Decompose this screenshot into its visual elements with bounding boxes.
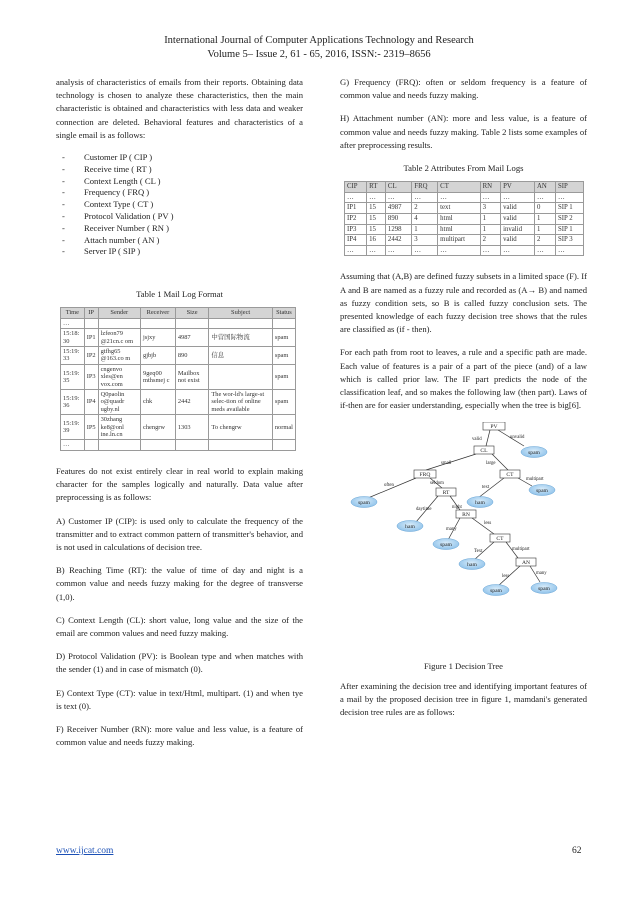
t1-cell: spam	[272, 390, 295, 415]
t2-cell: 2442	[385, 235, 411, 246]
t1-cell: …	[61, 440, 85, 450]
t1-cell	[98, 440, 140, 450]
t1-cell: chengrw	[141, 415, 176, 440]
svg-text:spam: spam	[538, 586, 550, 593]
svg-text:night: night	[452, 505, 462, 511]
tree-edge-labels	[384, 435, 547, 579]
svg-text:FRQ: FRQ	[419, 472, 431, 479]
t1-cell	[209, 364, 272, 389]
tree-node-rt	[436, 488, 456, 496]
t2-cell: valid	[501, 235, 535, 246]
t1-header-cell: Size	[175, 308, 209, 318]
svg-text:spam: spam	[528, 450, 540, 457]
t2-table-row	[345, 224, 584, 235]
t1-cell: Q0paolin o@quadr ugby.nl	[98, 390, 140, 415]
t2-header-cell: SIP	[556, 182, 584, 193]
t1-cell: 信息	[209, 347, 272, 365]
t2-cell: 16	[367, 235, 386, 246]
feature-item: - Receive time ( RT )	[56, 164, 303, 176]
t2-cell: 0	[534, 203, 555, 214]
t1-cell	[272, 318, 295, 328]
t2-cell: IP4	[345, 235, 367, 246]
t1-table-row	[61, 318, 296, 328]
t2-cell: 1	[480, 224, 501, 235]
t2-cell: …	[385, 245, 411, 256]
figure1-caption: Figure 1 Decision Tree	[423, 661, 503, 672]
svg-text:ham: ham	[475, 500, 485, 507]
t2-cell: SIP 3	[556, 235, 584, 246]
paragraph-features: Features do not exist entirely clear in real world to explain making character for the samples logically and naturally. Data value after preprocessing is as follows:	[56, 465, 303, 503]
t1-cell	[84, 440, 98, 450]
paragraph-rules: After examining the decision tree and identifying important features of a mail by the proposed decision tree in figure 1, mamdani's generated decision tree rules are as follows:	[340, 680, 587, 718]
t2-cell: 3	[412, 235, 438, 246]
t2-cell: 1	[480, 214, 501, 225]
t2-cell: 15	[367, 224, 386, 235]
t1-cell: gjbjb	[141, 347, 176, 365]
paragraph-fuzzy: Assuming that (A,B) are defined fuzzy subsets in a limited space (F). If A and B are named as a fuzzy rule and recorded as (A→ B) and named as fuzzy condition sets, so B is called fuzzy conclusion sets. The presented knowledge of each fuzzy decision tree shows that the rules are classified as (if - then).	[340, 271, 587, 335]
t2-cell: IP3	[345, 224, 367, 235]
t1-cell: The wor-ld's large-st selec-tion of online meds available	[209, 390, 272, 415]
t1-header-cell: Sender	[98, 308, 140, 318]
paragraph-ct: E) Context Type (CT): value in text/Html, multipart. (1) and when tye is text (0).	[56, 687, 303, 711]
t2-header-cell: CL	[385, 182, 411, 193]
svg-text:multipart: multipart	[512, 547, 530, 553]
t2-cell: …	[385, 192, 411, 203]
t1-header-cell: Time	[61, 308, 85, 318]
t2-cell: …	[480, 192, 501, 203]
t1-cell: cngenvo xles@en vox.com	[98, 364, 140, 389]
tree-node-ct	[500, 470, 520, 478]
svg-text:PV: PV	[490, 424, 498, 431]
t1-cell: 2442	[175, 390, 209, 415]
t2-table-row	[345, 245, 584, 256]
t2-cell: SIP 1	[556, 224, 584, 235]
t2-cell: …	[412, 192, 438, 203]
svg-text:CT: CT	[506, 472, 514, 479]
svg-text:large: large	[486, 461, 496, 467]
t1-cell: Mailbox not exist	[175, 364, 209, 389]
t2-cell: 3	[480, 203, 501, 214]
paragraph-frq: G) Frequency (FRQ): often or seldom frequency is a feature of common value and needs fuzzy making.	[340, 77, 587, 101]
t2-cell: invalid	[501, 224, 535, 235]
tree-leaf-spam	[433, 539, 459, 550]
t2-cell: …	[367, 245, 386, 256]
journal-link[interactable]: www.ijcat.com	[56, 846, 114, 856]
t1-table-row	[61, 415, 296, 440]
t1-cell	[209, 318, 272, 328]
t1-table-row	[61, 390, 296, 415]
tree-node-an	[516, 558, 536, 566]
feature-item: - Context Length ( CL )	[56, 176, 303, 188]
tree-node-ct	[490, 534, 510, 542]
t2-cell: 15	[367, 203, 386, 214]
t1-table-row	[61, 440, 296, 450]
t2-cell: 15	[367, 214, 386, 225]
svg-text:CT: CT	[496, 536, 504, 543]
t1-cell: 4987	[175, 329, 209, 347]
tree-leaf-spam	[521, 447, 547, 458]
feature-item: - Attach number ( AN )	[56, 235, 303, 247]
feature-item: - Server IP ( SIP )	[56, 246, 303, 258]
t2-cell: valid	[501, 214, 535, 225]
paragraph-an: H) Attachment number (AN): more and less value, is a feature of common value and needs fuzzy making. Table 2 lists some examples of after preprocessing results.	[340, 113, 587, 150]
feature-item: - Protocol Validation ( PV )	[56, 211, 303, 223]
svg-text:spam: spam	[358, 500, 370, 507]
t2-cell: 890	[385, 214, 411, 225]
t2-cell: …	[480, 245, 501, 256]
tree-leaf-spam	[351, 497, 377, 508]
t1-cell	[141, 440, 176, 450]
t1-cell	[84, 318, 98, 328]
t2-header-cell: CIP	[345, 182, 367, 193]
t2-table-row	[345, 192, 584, 203]
svg-text:spam: spam	[440, 542, 452, 549]
svg-text:Text: Text	[474, 549, 483, 555]
t2-cell: multipart	[438, 235, 480, 246]
t1-header-cell: Receiver	[141, 308, 176, 318]
feature-list	[56, 152, 303, 258]
attributes-table	[344, 181, 584, 256]
t2-cell: …	[438, 192, 480, 203]
tree-node-cl	[474, 446, 494, 454]
t2-cell: 4987	[385, 203, 411, 214]
t2-header-cell: RT	[367, 182, 386, 193]
tree-leaf-ham	[467, 497, 493, 508]
t1-cell: 30zhang ke8@onl ine.ln.cn	[98, 415, 140, 440]
svg-text:CL: CL	[480, 448, 488, 455]
table2-caption: Table 2 Attributes From Mail Logs	[403, 163, 524, 174]
t2-header-cell: PV	[501, 182, 535, 193]
tree-node-pv	[483, 422, 505, 430]
t2-header-cell: RN	[480, 182, 501, 193]
t1-cell: normal	[272, 415, 295, 440]
t1-cell: 15:19: 36	[61, 390, 85, 415]
t2-table-row	[345, 214, 584, 225]
t2-cell: IP2	[345, 214, 367, 225]
t1-header-cell: IP	[84, 308, 98, 318]
svg-text:valid: valid	[472, 437, 482, 443]
right-column	[340, 76, 587, 729]
t1-cell: To chengrw	[209, 415, 272, 440]
svg-text:ham: ham	[467, 562, 477, 569]
svg-text:less: less	[502, 574, 510, 580]
svg-text:ham: ham	[405, 524, 415, 531]
t1-table-row	[61, 364, 296, 389]
svg-text:unvalid: unvalid	[510, 435, 525, 441]
t1-cell: …	[61, 318, 85, 328]
feature-item: - Context Type ( CT )	[56, 199, 303, 211]
svg-text:often: often	[384, 483, 394, 489]
t2-cell: …	[367, 192, 386, 203]
svg-text:spam: spam	[490, 588, 502, 595]
feature-item: - Frequency ( FRQ )	[56, 187, 303, 199]
t2-cell: SIP 2	[556, 214, 584, 225]
t2-cell: …	[534, 192, 555, 203]
t2-cell: …	[501, 245, 535, 256]
svg-text:seldom: seldom	[430, 481, 444, 487]
t1-cell: spam	[272, 347, 295, 365]
t1-cell: 890	[175, 347, 209, 365]
t1-cell: spam	[272, 364, 295, 389]
t1-cell	[209, 440, 272, 450]
t2-cell: …	[501, 192, 535, 203]
t2-cell: …	[345, 245, 367, 256]
t1-cell: IP2	[84, 347, 98, 365]
svg-text:daytime: daytime	[416, 507, 432, 513]
t2-cell: …	[438, 245, 480, 256]
t1-cell: IP3	[84, 364, 98, 389]
svg-text:AN: AN	[521, 560, 531, 567]
t2-cell: …	[345, 192, 367, 203]
t1-cell: jsjxy	[141, 329, 176, 347]
tree-leaf-spam	[483, 585, 509, 596]
t1-cell: IP4	[84, 390, 98, 415]
paragraph-cip: A) Customer IP (CIP): is used only to calculate the frequency of the transmitter and to extract common pattern of transmitter's behavior, and is not used in calculations of decision tree.	[56, 515, 303, 552]
t1-cell: 15:19: 39	[61, 415, 85, 440]
t2-cell: 2	[534, 235, 555, 246]
t1-cell: lzfeon79 @21cn.c om	[98, 329, 140, 347]
svg-text:spam: spam	[536, 488, 548, 495]
paragraph-pv: D) Protocol Validation (PV): is Boolean type and when matches with the sender (1) and in case of mismatch (0).	[56, 651, 303, 675]
t1-cell: IP5	[84, 415, 98, 440]
paragraph-path: For each path from root to leaves, a rule and a specific path are made. Each value of features is a pair of a part of the piece (and) of a law which is called prior law. The IF part predicts the node of the classification leaf, and so makes the following law (then part). Laws of if-then are for easier understanding, especially when the tree is big[6].	[340, 347, 587, 411]
t2-header-cell: FRQ	[412, 182, 438, 193]
t1-header-cell: Subject	[209, 308, 272, 318]
t1-cell: 15:19: 35	[61, 364, 85, 389]
t1-cell: IP1	[84, 329, 98, 347]
svg-text:RN: RN	[462, 512, 470, 519]
t2-cell: 1298	[385, 224, 411, 235]
t1-cell	[272, 440, 295, 450]
t2-cell: …	[534, 245, 555, 256]
t2-header-cell: AN	[534, 182, 555, 193]
t1-cell	[175, 318, 209, 328]
svg-text:RT: RT	[442, 490, 450, 497]
paragraph-rt: B) Reaching Time (RT): the value of time of day and night is a common value and needs fuzzy making for the degree of transverse (1,0).	[56, 565, 303, 602]
tree-leaf-spam	[531, 583, 557, 594]
t2-table-row	[345, 235, 584, 246]
t1-cell: 中营国际物流	[209, 329, 272, 347]
t2-cell: html	[438, 214, 480, 225]
t2-cell: text	[438, 203, 480, 214]
mail-log-table	[60, 307, 296, 451]
decision-tree-figure	[346, 422, 582, 656]
tree-leaf-ham	[459, 559, 485, 570]
feature-item: - Customer IP ( CIP )	[56, 152, 303, 164]
table1-caption: Table 1 Mail Log Format	[136, 289, 223, 300]
t2-cell: 1	[534, 214, 555, 225]
t1-cell: chk	[141, 390, 176, 415]
t2-cell: 4	[412, 214, 438, 225]
svg-text:many: many	[446, 527, 457, 533]
t2-cell: …	[412, 245, 438, 256]
svg-text:many: many	[536, 571, 547, 577]
feature-item: - Receiver Number ( RN )	[56, 223, 303, 235]
t2-cell: 2	[480, 235, 501, 246]
t1-cell: gtfhg65 @163.co m	[98, 347, 140, 365]
t2-cell: 2	[412, 203, 438, 214]
t2-cell: 1	[412, 224, 438, 235]
tree-node-rn	[456, 510, 476, 518]
t1-table-row	[61, 347, 296, 365]
paragraph-cl: C) Context Length (CL): short value, long value and the size of the email are common values and need fuzzy making.	[56, 614, 303, 638]
svg-text:text: text	[482, 485, 490, 491]
t1-cell: 9geq00 mthsmej c	[141, 364, 176, 389]
t1-cell	[98, 318, 140, 328]
t2-cell: …	[556, 245, 584, 256]
t1-header-cell: Status	[272, 308, 295, 318]
t2-cell: SIP 1	[556, 203, 584, 214]
t2-cell: …	[556, 192, 584, 203]
t2-cell: IP1	[345, 203, 367, 214]
t2-cell: html	[438, 224, 480, 235]
paragraph-rn: F) Receiver Number (RN): more value and less value, is a feature of common value and needs fuzzy making.	[56, 723, 303, 748]
t1-cell	[175, 440, 209, 450]
t1-cell: 15:18: 30	[61, 329, 85, 347]
svg-text:small: small	[441, 461, 452, 467]
tree-leaf-ham	[397, 521, 423, 532]
left-column	[56, 76, 303, 759]
t1-cell: 15:19: 33	[61, 347, 85, 365]
journal-volume: Volume 5– Issue 2, 61 - 65, 2016, ISSN:- 2319–8656	[207, 49, 431, 60]
svg-text:less: less	[484, 521, 492, 527]
journal-header	[0, 34, 638, 62]
paragraph-intro: analysis of characteristics of emails from their reports. Obtaining data technology is chosen to analyze these characteristics, then the main characteristic is obtained and characteristics with less data and weaker connection are deleted. Behavioral features and characteristics of a single email is as follows:	[56, 77, 303, 140]
journal-title: International Journal of Computer Applications Technology and Research	[164, 35, 474, 46]
t1-cell	[141, 318, 176, 328]
tree-node-frq	[414, 470, 436, 478]
t2-header-cell: CT	[438, 182, 480, 193]
page-number: 62	[572, 846, 582, 856]
tree-leaf-spam	[529, 485, 555, 496]
svg-text:multipart: multipart	[526, 477, 544, 483]
t2-cell: 1	[534, 224, 555, 235]
t1-cell: spam	[272, 329, 295, 347]
t1-table-row	[61, 329, 296, 347]
t2-cell: valid	[501, 203, 535, 214]
t2-table-row	[345, 203, 584, 214]
t1-cell: 1303	[175, 415, 209, 440]
